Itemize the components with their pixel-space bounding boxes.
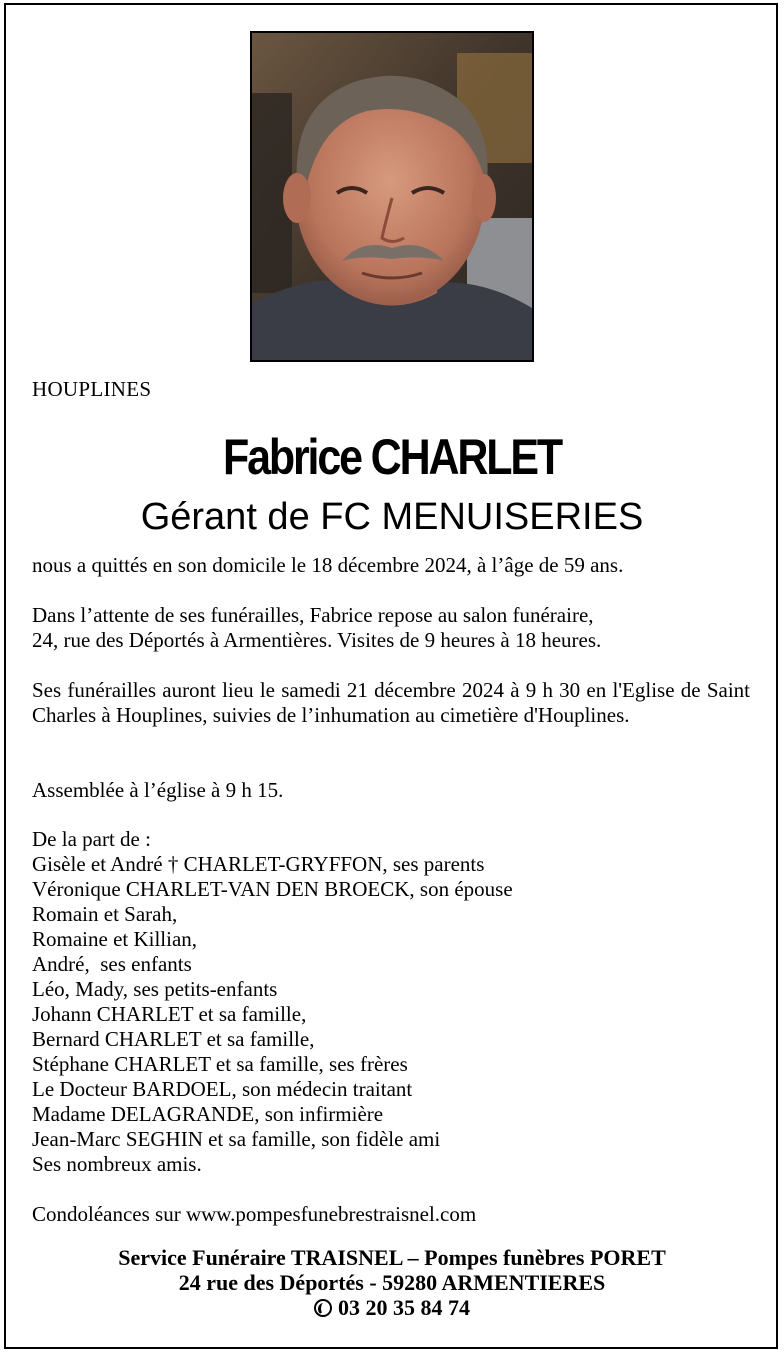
death-announcement: nous a quittés en son domicile le 18 décembre 2024, à l’âge de 59 ans.	[32, 553, 624, 577]
family-line: Madame DELAGRANDE, son infirmière	[32, 1102, 384, 1126]
funeral-service-phone: 03 20 35 84 74	[338, 1295, 470, 1320]
viewing-info-line: Dans l’attente de ses funérailles, Fabrice repose au salon funéraire,	[32, 603, 594, 627]
family-line: Romain et Sarah,	[32, 902, 178, 926]
funeral-info: Ses funérailles auront lieu le samedi 21 décembre 2024 à 9 h 30 en l'Eglise de Saint Charles à Houplines, suivies de l’inhumation au cimetière d'Houplines.	[32, 678, 750, 727]
condolences-line: Condoléances sur www.pompesfunebrestraisnel.com	[32, 1202, 477, 1226]
phone-icon	[314, 1299, 332, 1317]
family-line: Romaine et Killian,	[32, 927, 198, 951]
family-line: Johann CHARLET et sa famille,	[32, 1002, 307, 1026]
family-line: Bernard CHARLET et sa famille,	[32, 1027, 315, 1051]
funeral-service-address: 24 rue des Déportés - 59280 ARMENTIERES	[178, 1270, 606, 1295]
family-list	[32, 827, 513, 1177]
deceased-role: Gérant de FC MENUISERIES	[140, 496, 644, 538]
family-line: Véronique CHARLET-VAN DEN BROECK, son épouse	[32, 877, 513, 901]
deceased-name: Fabrice CHARLET	[222, 429, 562, 485]
family-line: Ses nombreux amis.	[32, 1152, 202, 1176]
funeral-service-footer	[0, 1245, 784, 1320]
family-intro: De la part de :	[32, 827, 151, 851]
funeral-service-phone-row	[0, 1295, 784, 1320]
family-line: Jean-Marc SEGHIN et sa famille, son fidèle ami	[32, 1127, 441, 1151]
family-line: Stéphane CHARLET et sa famille, ses frères	[32, 1052, 408, 1076]
viewing-info	[32, 603, 750, 653]
assembly-info: Assemblée à l’église à 9 h 15.	[32, 778, 284, 802]
family-line: Léo, Mady, ses petits-enfants	[32, 977, 278, 1001]
family-line: André, ses enfants	[32, 952, 192, 976]
town-name: HOUPLINES	[32, 377, 152, 401]
family-line: Gisèle et André † CHARLET-GRYFFON, ses parents	[32, 852, 485, 876]
funeral-service-name: Service Funéraire TRAISNEL – Pompes funèbres PORET	[118, 1245, 666, 1270]
viewing-info-line: 24, rue des Déportés à Armentières. Visites de 9 heures à 18 heures.	[32, 628, 602, 652]
portrait-photo	[250, 31, 534, 362]
family-line: Le Docteur BARDOEL, son médecin traitant	[32, 1077, 413, 1101]
